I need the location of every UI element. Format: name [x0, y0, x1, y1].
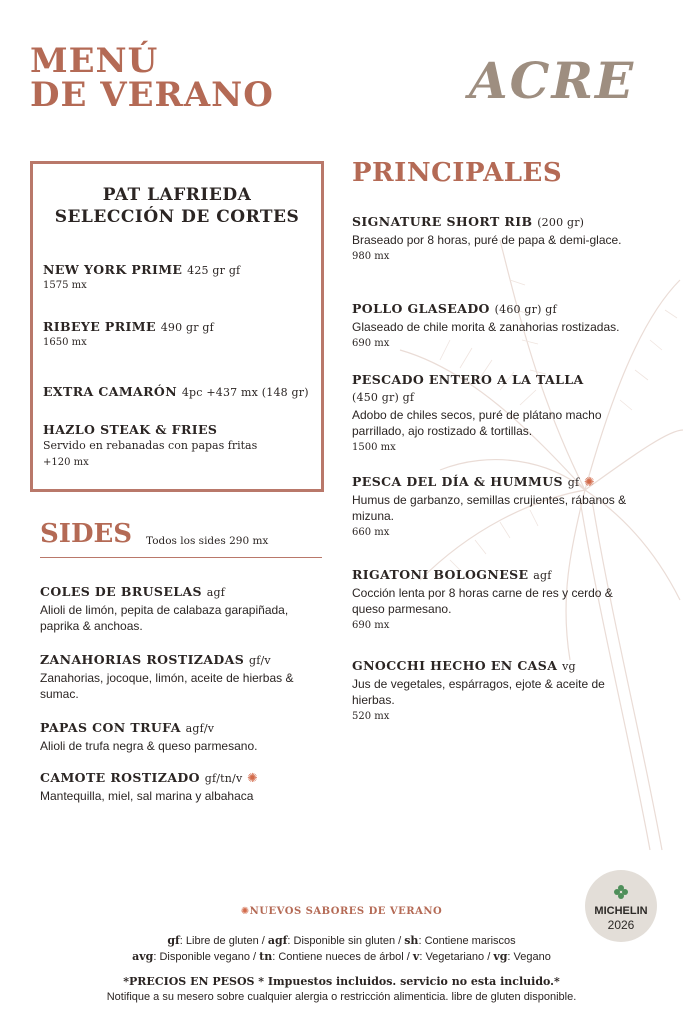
item-name: HAZLO STEAK & FRIES: [43, 422, 218, 437]
principal-item: [352, 372, 627, 453]
item-tag: (450 gr) gf: [352, 391, 415, 404]
michelin-year: 2026: [607, 918, 635, 932]
sides-heading: SIDES: [40, 519, 133, 549]
item-desc: Alioli de trufa negra & queso parmesano.: [40, 739, 258, 753]
sun-icon: ✺: [584, 474, 595, 489]
cortes-item: [43, 422, 315, 468]
principal-item: [352, 301, 627, 349]
menu-title: [30, 41, 274, 115]
item-price: 520 mx: [352, 711, 390, 722]
principal-item: [352, 474, 627, 538]
principal-item: [352, 214, 627, 262]
item-price: +120 mx: [43, 457, 89, 468]
item-name: SIGNATURE SHORT RIB (200 gr): [352, 214, 585, 229]
item-price: 980 mx: [352, 251, 390, 262]
acre-logo: [452, 40, 652, 120]
cortes-box: [30, 161, 324, 492]
legend-line-2: avg: Disponible vegano / tn: Contiene nueces de árbol / v: Vegetariano / vg: Vegano: [132, 950, 551, 963]
item-name: POLLO GLASEADO (460 gr) gf: [352, 301, 557, 316]
item-name: RIBEYE PRIME 490 gr gf: [43, 319, 214, 334]
item-name: CAMOTE ROSTIZADO gf/tn/v ✺: [40, 770, 259, 785]
sun-icon: ✺: [240, 906, 250, 917]
item-price: 1500 mx: [352, 442, 396, 453]
item-price: 690 mx: [352, 620, 390, 631]
item-desc: Braseado por 8 horas, puré de papa & demi-glace.: [352, 233, 622, 247]
menu-title-line2: DE VERANO: [30, 75, 274, 115]
item-name: GNOCCHI HECHO EN CASA vg: [352, 658, 576, 673]
allergy-note: Notifique a su mesero sobre cualquier alergia o restricción alimenticia. libre de gluten disponible.: [106, 991, 577, 1003]
item-name: EXTRA CAMARÓN 4pc +437 mx (148 gr): [43, 384, 309, 399]
principal-item: [352, 658, 627, 722]
legend-line-1: gf: Libre de gluten / agf: Disponible sin gluten / sh: Contiene mariscos: [167, 934, 516, 947]
item-name: PESCA DEL DÍA & HUMMUS gf ✺: [352, 474, 595, 489]
precios-note: *PRECIOS EN PESOS * Impuestos incluidos. servicio no esta incluido.*: [123, 975, 560, 988]
item-name: COLES DE BRUSELAS agf: [40, 584, 226, 599]
logo-text: ACRE: [468, 51, 636, 110]
cortes-title-line1: PAT LAFRIEDA: [102, 185, 252, 205]
michelin-name: MICHELIN: [594, 905, 648, 917]
sides-note: Todos los sides 290 mx: [146, 535, 269, 547]
item-price: 690 mx: [352, 338, 390, 349]
item-desc: Alioli de limón, pepita de calabaza garapiñada, paprika & anchoas.: [40, 603, 289, 633]
clover-icon: [613, 884, 629, 900]
item-name: NEW YORK PRIME 425 gr gf: [43, 262, 241, 277]
item-desc: Zanahorias, jocoque, limón, aceite de hierbas & sumac.: [40, 671, 294, 701]
item-desc: Jus de vegetales, espárragos, ejote & aceite de hierbas.: [352, 677, 605, 707]
sun-icon: ✺: [247, 770, 259, 785]
nuevos-sabores: ✺NUEVOS SABORES DE VERANO: [240, 906, 443, 917]
item-desc: Humus de garbanzo, semillas crujientes, rábanos & mizuna.: [352, 493, 627, 523]
item-name: PAPAS CON TRUFA agf/v: [40, 720, 215, 735]
cortes-title-line2: SELECCIÓN DE CORTES: [54, 207, 300, 227]
item-name: PESCADO ENTERO A LA TALLA: [352, 372, 584, 387]
item-name: ZANAHORIAS ROSTIZADAS gf/v: [40, 652, 271, 667]
item-desc: Mantequilla, miel, sal marina y albahaca: [40, 789, 254, 803]
item-desc: Glaseado de chile morita & zanahorias rostizadas.: [352, 320, 620, 334]
cortes-item: [43, 384, 315, 399]
side-item: [40, 720, 320, 754]
divider: [40, 557, 322, 558]
cortes-item: [43, 262, 315, 291]
cortes-item: [43, 319, 315, 348]
item-price: 660 mx: [352, 527, 390, 538]
item-desc: Cocción lenta por 8 horas carne de res y cerdo & queso parmesano.: [352, 586, 613, 616]
principal-item: [352, 567, 627, 631]
item-name: RIGATONI BOLOGNESE agf: [352, 567, 552, 582]
item-desc: Servido en rebanadas con papas fritas: [43, 439, 258, 452]
principales-heading: PRINCIPALES: [352, 158, 563, 188]
item-price: 1650 mx: [43, 337, 87, 348]
item-desc: Adobo de chiles secos, puré de plátano macho parrillado, ajo rostizado & tortillas.: [352, 408, 602, 438]
item-price: 1575 mx: [43, 280, 87, 291]
side-item: [40, 652, 320, 702]
menu-title-line1: MENÚ: [30, 41, 159, 81]
side-item: [40, 770, 320, 804]
cortes-title: [33, 184, 321, 228]
side-item: [40, 584, 320, 634]
